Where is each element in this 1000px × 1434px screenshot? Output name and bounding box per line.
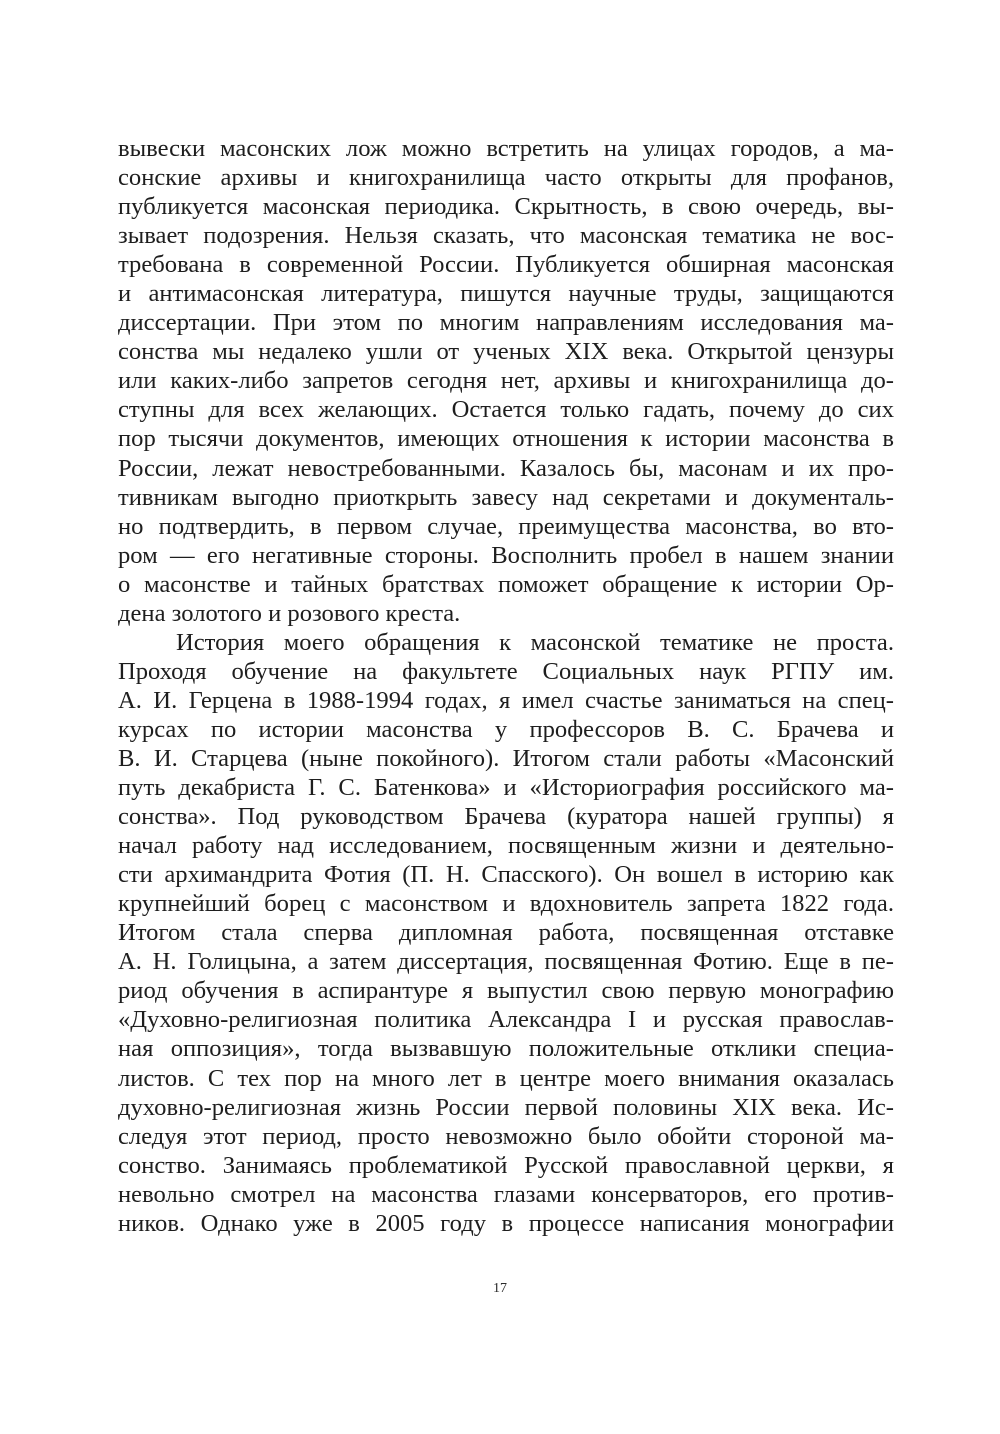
text-line: крупнейший борец с масонством и вдохновитель запрета 1822 года. xyxy=(118,890,894,918)
text-line: начал работу над исследованием, посвященным жизни и деятельно- xyxy=(118,832,894,860)
text-line: сти архимандрита Фотия (П. Н. Спасского). Он вошел в историю как xyxy=(118,861,894,889)
text-line: История моего обращения к масонской тематике не проста. xyxy=(176,628,894,656)
page-body xyxy=(118,134,894,1238)
text-line: сонство. Занимаясь проблематикой Русской православной церкви, я xyxy=(118,1151,894,1179)
text-line: листов. С тех пор на много лет в центре моего внимания оказалась xyxy=(118,1064,894,1092)
paragraph-1 xyxy=(118,134,894,628)
text-line: пор тысячи документов, имеющих отношения к истории масонства в xyxy=(118,425,894,453)
text-line: или каких-либо запретов сегодня нет, архивы и книгохранилища до- xyxy=(118,367,894,395)
text-line: духовно-религиозная жизнь России первой половины XIX века. Ис- xyxy=(118,1093,894,1121)
text-line: невольно смотрел на масонства глазами консерваторов, его против- xyxy=(118,1180,894,1208)
text-line: риод обучения в аспирантуре я выпустил свою первую монографию xyxy=(118,977,894,1005)
text-line: ром — его негативные стороны. Восполнить пробел в нашем знании xyxy=(118,541,894,569)
text-line: публикуется масонская периодика. Скрытность, в свою очередь, вы- xyxy=(118,193,894,221)
text-line: ная оппозиция», тогда вызвавшую положительные отклики специа- xyxy=(118,1035,894,1063)
text-line: сонства». Под руководством Брачева (куратора нашей группы) я xyxy=(118,803,894,831)
text-line: курсах по истории масонства у профессоров В. С. Брачева и xyxy=(118,715,894,743)
text-line: вывески масонских лож можно встретить на улицах городов, а ма- xyxy=(118,135,894,162)
text-line: сонства мы недалеко ушли от ученых XIX века. Открытой цензуры xyxy=(118,338,894,366)
text-line: требована в современной России. Публикуется обширная масонская xyxy=(118,251,894,279)
text-line: Итогом стала сперва дипломная работа, посвященная отставке xyxy=(118,919,894,947)
text-line: диссертации. При этом по многим направлениям исследования ма- xyxy=(118,309,894,337)
text-line: путь декабриста Г. С. Батенкова» и «Историография российского ма- xyxy=(118,774,894,802)
text-line: тивникам выгодно приоткрыть завесу над секретами и документаль- xyxy=(118,483,894,511)
text-line: но подтвердить, в первом случае, преимущества масонства, во вто- xyxy=(118,512,894,540)
text-line: о масонстве и тайных братствах поможет обращение к истории Ор- xyxy=(118,570,894,598)
page-number: 17 xyxy=(493,1281,507,1296)
text-line: дена золотого и розового креста. xyxy=(118,599,461,627)
paragraph-2 xyxy=(118,628,894,1238)
text-line: ступны для всех желающих. Остается только гадать, почему до сих xyxy=(118,396,894,424)
text-line: сонские архивы и книгохранилища часто открыты для профанов, xyxy=(118,164,894,192)
text-line: и антимасонская литература, пишутся научные труды, защищаются xyxy=(118,280,894,308)
text-line: В. И. Старцева (ныне покойного). Итогом стали работы «Масонский xyxy=(118,744,894,772)
text-line: А. Н. Голицына, а затем диссертация, посвященная Фотию. Еще в пе- xyxy=(118,948,894,976)
text-line: «Духовно-религиозная политика Александра I и русская православ- xyxy=(118,1006,894,1034)
text-line: А. И. Герцена в 1988-1994 годах, я имел счастье заниматься на спец- xyxy=(118,686,894,714)
text-line: зывает подозрения. Нельзя сказать, что масонская тематика не вос- xyxy=(118,222,894,250)
text-line: ников. Однако уже в 2005 году в процессе написания монографии xyxy=(118,1209,894,1237)
text-line: России, лежат невостребованными. Казалось бы, масонам и их про- xyxy=(118,454,894,482)
text-line: следуя этот период, просто невозможно было обойти стороной ма- xyxy=(118,1122,894,1150)
text-line: Проходя обучение на факультете Социальных наук РГПУ им. xyxy=(118,657,894,685)
